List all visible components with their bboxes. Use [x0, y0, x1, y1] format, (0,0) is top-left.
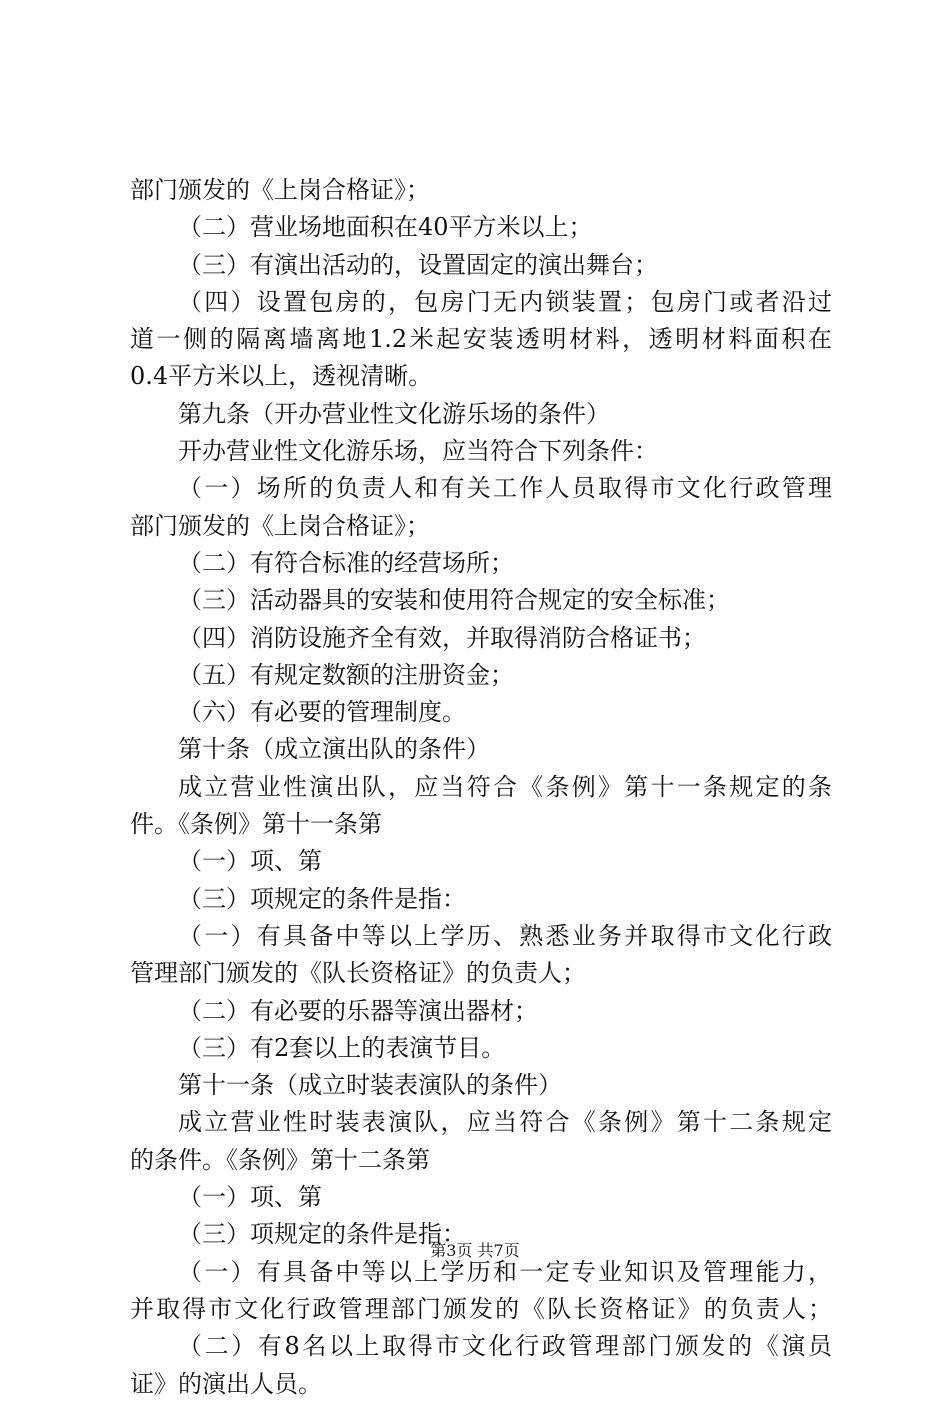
text-line: 0.4平方米以上，透视清晰。 — [130, 362, 433, 391]
text-line: 道一侧的隔离墙离地1.2米起安装透明材料，透明材料面积在 — [130, 325, 832, 354]
text-line: 的条件。《条例》第十二条第 — [130, 1145, 430, 1174]
text-line: （三）活动器具的安装和使用符合规定的安全标准； — [178, 586, 730, 615]
text-line: （三）项规定的条件是指： — [178, 884, 466, 913]
text-line: （二）有必要的乐器等演出器材； — [178, 996, 538, 1025]
text-line: （一）项、第 — [178, 1183, 322, 1212]
document-body — [130, 172, 832, 1403]
text-line: （五）有规定数额的注册资金； — [178, 660, 514, 689]
text-line: 开办营业性文化游乐场，应当符合下列条件： — [178, 437, 658, 466]
text-line: （六）有必要的管理制度。 — [178, 698, 466, 727]
text-line: （三）有2套以上的表演节目。 — [178, 1033, 506, 1062]
text-line: （四）设置包房的，包房门无内锁装置；包房门或者沿过 — [178, 287, 832, 316]
text-line: （三）项规定的条件是指： — [178, 1220, 466, 1249]
text-line: 部门颁发的《上岗合格证》； — [130, 511, 430, 540]
text-line: 证》的演出人员。 — [130, 1369, 322, 1398]
text-line: 管理部门颁发的《队长资格证》的负责人； — [130, 959, 586, 988]
text-line: 成立营业性时装表演队，应当符合《条例》第十二条规定 — [178, 1108, 832, 1137]
text-line: 第十条（成立演出队的条件） — [178, 735, 490, 764]
text-line: （二）有8名以上取得市文化行政管理部门颁发的《演员 — [178, 1332, 832, 1361]
text-line: 第九条（开办营业性文化游乐场的条件） — [178, 399, 610, 428]
text-line: （四）消防设施齐全有效，并取得消防合格证书； — [178, 623, 706, 652]
text-line: （一）场所的负责人和有关工作人员取得市文化行政管理 — [178, 474, 832, 503]
text-line: 成立营业性演出队，应当符合《条例》第十一条规定的条 — [178, 772, 832, 801]
text-line: 第十一条（成立时装表演队的条件） — [178, 1071, 562, 1100]
text-line: 部门颁发的《上岗合格证》； — [130, 176, 430, 204]
text-line: （二）有符合标准的经营场所； — [178, 548, 514, 577]
text-line: （一）有具备中等以上学历和一定专业知识及管理能力， — [178, 1257, 832, 1286]
text-line: （三）有演出活动的，设置固定的演出舞台； — [178, 250, 658, 279]
text-line: 件。《条例》第十一条第 — [130, 810, 382, 839]
text-line: 并取得市文化行政管理部门颁发的《队长资格证》的负责人； — [130, 1294, 832, 1323]
text-line: （二）营业场地面积在40平方米以上； — [178, 213, 593, 242]
text-line: （一）项、第 — [178, 847, 322, 876]
text-line: （一）有具备中等以上学历、熟悉业务并取得市文化行政 — [178, 921, 832, 950]
page-footer: 第3页 共7页 — [430, 1241, 520, 1260]
